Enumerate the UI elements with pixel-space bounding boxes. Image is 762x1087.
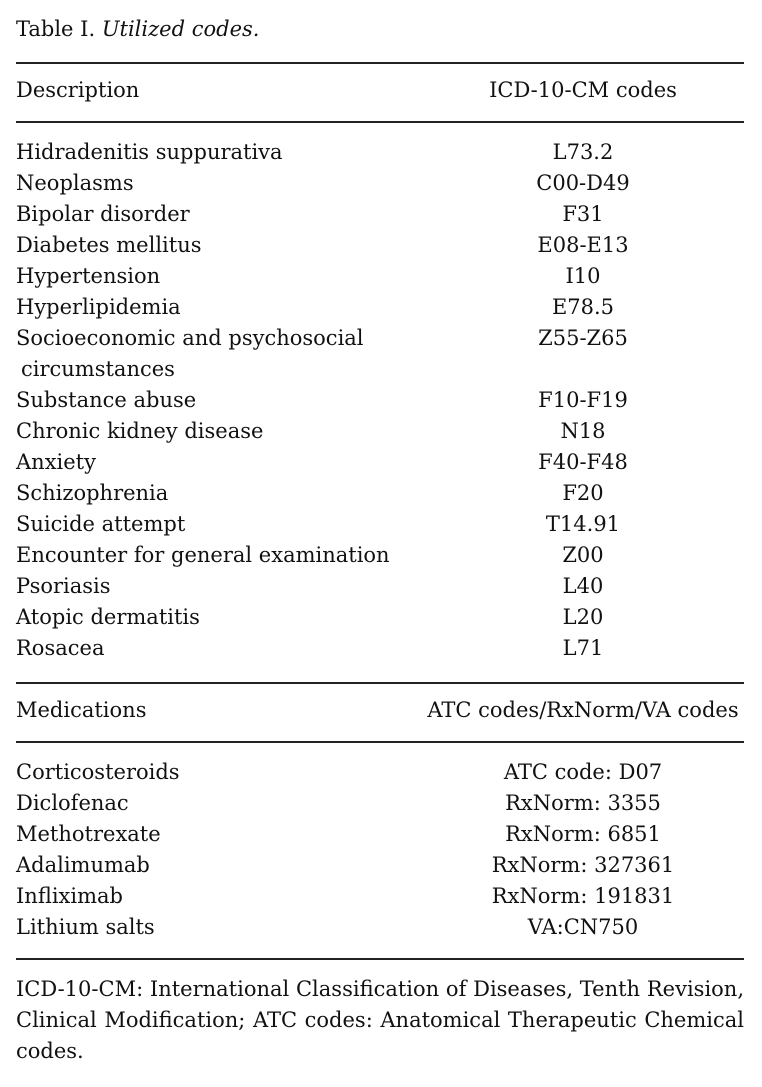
row-code: VA:CN750 <box>527 915 639 939</box>
row-code: Z00 <box>562 543 604 567</box>
row-description: Bipolar disorder <box>16 202 190 226</box>
row-code: ATC code: D07 <box>503 760 663 784</box>
row-description: Lithium salts <box>16 915 155 939</box>
row-description: Substance abuse <box>16 388 197 412</box>
row-code: L71 <box>562 636 604 660</box>
header-rule-diagnoses <box>16 121 744 123</box>
row-description: Neoplasms <box>16 171 134 195</box>
row-description: Encounter for general examination <box>16 543 390 567</box>
row-code: L20 <box>562 605 604 629</box>
table-label: Table I. <box>16 17 96 41</box>
row-description: Schizophrenia <box>16 481 169 505</box>
row-code: T14.91 <box>545 512 621 536</box>
row-description: Adalimumab <box>16 853 150 877</box>
row-code: F40-F48 <box>538 450 628 474</box>
row-code: RxNorm: 191831 <box>491 884 675 908</box>
row-description-line-2: circumstances <box>21 357 175 381</box>
table-title <box>16 14 259 44</box>
row-code: F10-F19 <box>538 388 628 412</box>
bottom-rule <box>16 958 744 960</box>
row-description: Suicide attempt <box>16 512 186 536</box>
row-description-line-1: Socioeconomic and psychosocial <box>16 326 364 350</box>
row-description: Rosacea <box>16 636 105 660</box>
row-description: Diclofenac <box>16 791 129 815</box>
row-code: L73.2 <box>552 140 614 164</box>
row-description: Chronic kidney disease <box>16 419 264 443</box>
column-header-medications: Medications <box>16 698 147 722</box>
row-code: E78.5 <box>551 295 615 319</box>
row-description: Atopic dermatitis <box>16 605 200 629</box>
row-description: Hidradenitis suppurativa <box>16 140 283 164</box>
row-description: Psoriasis <box>16 574 111 598</box>
row-code: I10 <box>565 264 601 288</box>
row-code: RxNorm: 6851 <box>505 822 661 846</box>
row-description: Diabetes mellitus <box>16 233 202 257</box>
row-description: Methotrexate <box>16 822 161 846</box>
row-code: C00-D49 <box>536 171 630 195</box>
row-code: F31 <box>562 202 604 226</box>
column-header-description: Description <box>16 78 140 102</box>
row-description: Corticosteroids <box>16 760 180 784</box>
top-rule <box>16 62 744 64</box>
row-code: Z55-Z65 <box>538 326 628 350</box>
column-header-icd-codes: ICD-10-CM codes <box>489 78 677 102</box>
header-rule-medications <box>16 741 744 743</box>
row-description: Hyperlipidemia <box>16 295 181 319</box>
row-description: Infliximab <box>16 884 123 908</box>
row-code: E08-E13 <box>537 233 629 257</box>
row-code: RxNorm: 3355 <box>505 791 661 815</box>
row-code: N18 <box>560 419 606 443</box>
row-description <box>16 323 396 385</box>
table-footnote: ICD-10-CM: International Classification of Diseases, Tenth Revision, Clinical Modification; ATC codes: Anatomical Therapeutic Chemical codes. <box>16 977 744 1063</box>
row-description: Hypertension <box>16 264 161 288</box>
row-code: L40 <box>562 574 604 598</box>
row-description: Anxiety <box>16 450 96 474</box>
row-code: F20 <box>562 481 604 505</box>
table-caption: Utilized codes. <box>101 17 260 41</box>
section-rule-medications <box>16 682 744 684</box>
row-code: RxNorm: 327361 <box>491 853 675 877</box>
column-header-atc-codes: ATC codes/RxNorm/VA codes <box>427 698 739 722</box>
